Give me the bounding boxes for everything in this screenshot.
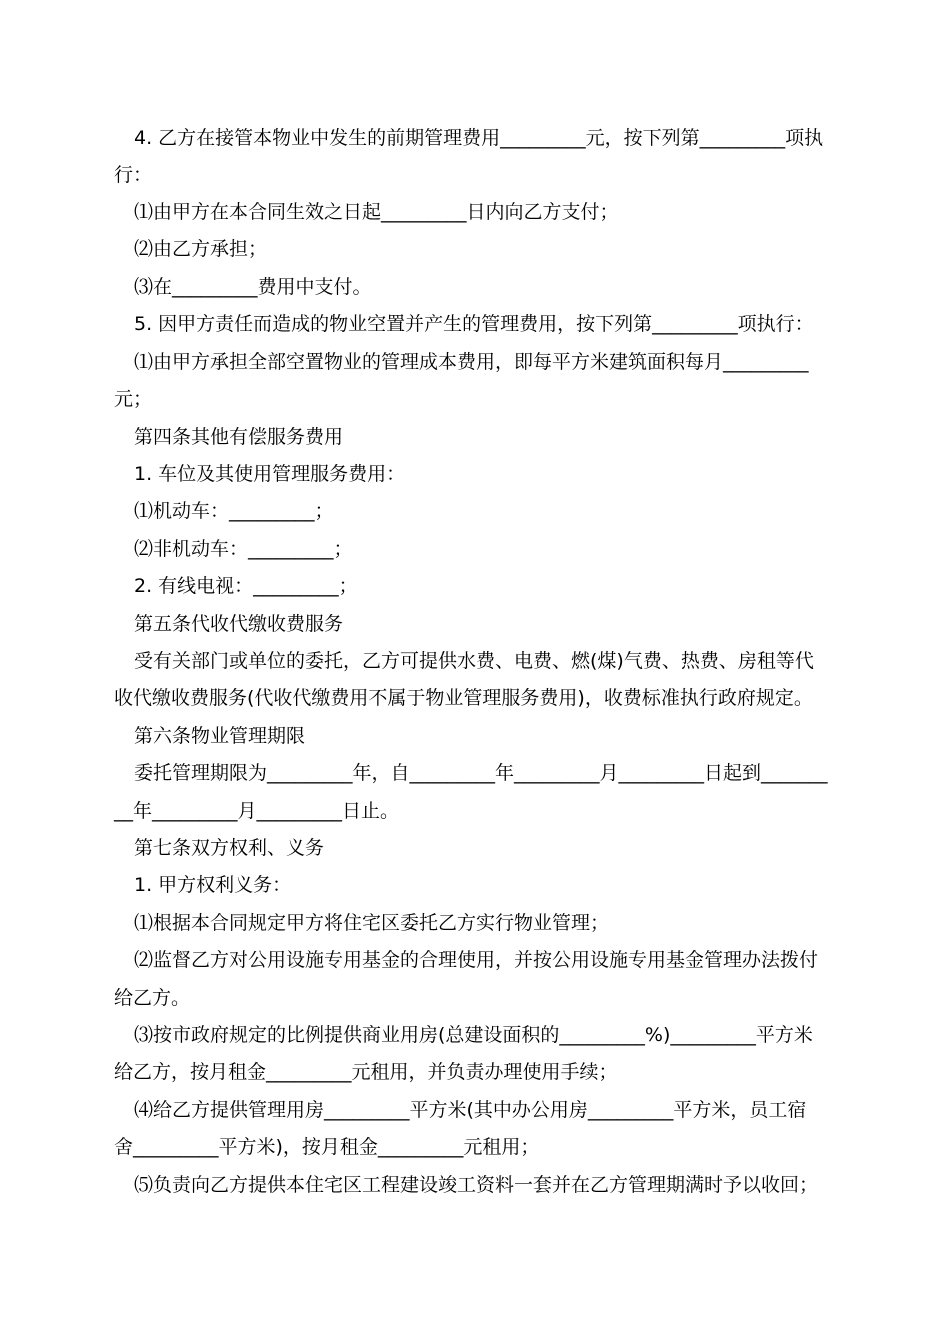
section-heading: 第七条双方权利、义务	[134, 837, 325, 859]
paragraph-line: ⑵由乙方承担；	[134, 238, 268, 260]
paragraph-line: ⑵监督乙方对公用设施专用基金的合理使用，并按公用设施专用基金管理办法拨付	[134, 949, 819, 971]
paragraph-line: ⑴由甲方在本合同生效之日起_________日内向乙方支付；	[134, 201, 619, 223]
paragraph-line: __年_________月_________日止。	[114, 800, 400, 822]
paragraph-line: ⑴由甲方承担全部空置物业的管理成本费用，即每平方米建筑面积每月_________	[134, 351, 809, 373]
paragraph-line: ⑶按市政府规定的比例提供商业用房(总建设面积的_________%)_________平方米	[134, 1024, 813, 1046]
paragraph-line: 给乙方。	[114, 987, 191, 1009]
section-heading: 第六条物业管理期限	[134, 725, 306, 747]
paragraph-line: 2. 有线电视：_________；	[134, 575, 358, 597]
paragraph-line: 舍_________平方米)，按月租金_________元租用；	[114, 1136, 540, 1158]
paragraph-line: ⑴根据本合同规定甲方将住宅区委托乙方实行物业管理；	[134, 912, 610, 934]
paragraph-line: 给乙方，按月租金_________元租用，并负责办理使用手续；	[114, 1061, 618, 1083]
paragraph-line: ⑸负责向乙方提供本住宅区工程建设竣工资料一套并在乙方管理期满时予以收回；	[134, 1174, 819, 1196]
paragraph-line: 收代缴收费服务(代收代缴费用不属于物业管理服务费用)，收费标准执行政府规定。	[114, 687, 813, 709]
paragraph-line: ⑵非机动车：_________；	[134, 538, 353, 560]
paragraph-line: 1. 甲方权利义务：	[134, 874, 292, 896]
paragraph-line: 委托管理期限为_________年，自_________年_________月_________日起到_______	[134, 762, 828, 784]
paragraph-line: 4. 乙方在接管本物业中发生的前期管理费用_________元，按下列第_________项执	[134, 127, 824, 149]
paragraph-line: ⑷给乙方提供管理用房_________平方米(其中办公用房_________平方米，员工宿	[134, 1099, 807, 1121]
section-heading: 第四条其他有偿服务费用	[134, 426, 344, 448]
paragraph-line: 1. 车位及其使用管理服务费用：	[134, 463, 406, 485]
paragraph-line: ⑶在_________费用中支付。	[134, 276, 372, 298]
paragraph-line: 受有关部门或单位的委托，乙方可提供水费、电费、燃(煤)气费、热费、房租等代	[134, 650, 814, 672]
paragraph-line: 行：	[114, 164, 153, 186]
section-heading: 第五条代收代缴收费服务	[134, 613, 344, 635]
paragraph-line: 元；	[114, 388, 153, 410]
paragraph-line: 5. 因甲方责任而造成的物业空置并产生的管理费用，按下列第_________项执行：	[134, 313, 814, 335]
paragraph-line: ⑴机动车：_________；	[134, 500, 334, 522]
